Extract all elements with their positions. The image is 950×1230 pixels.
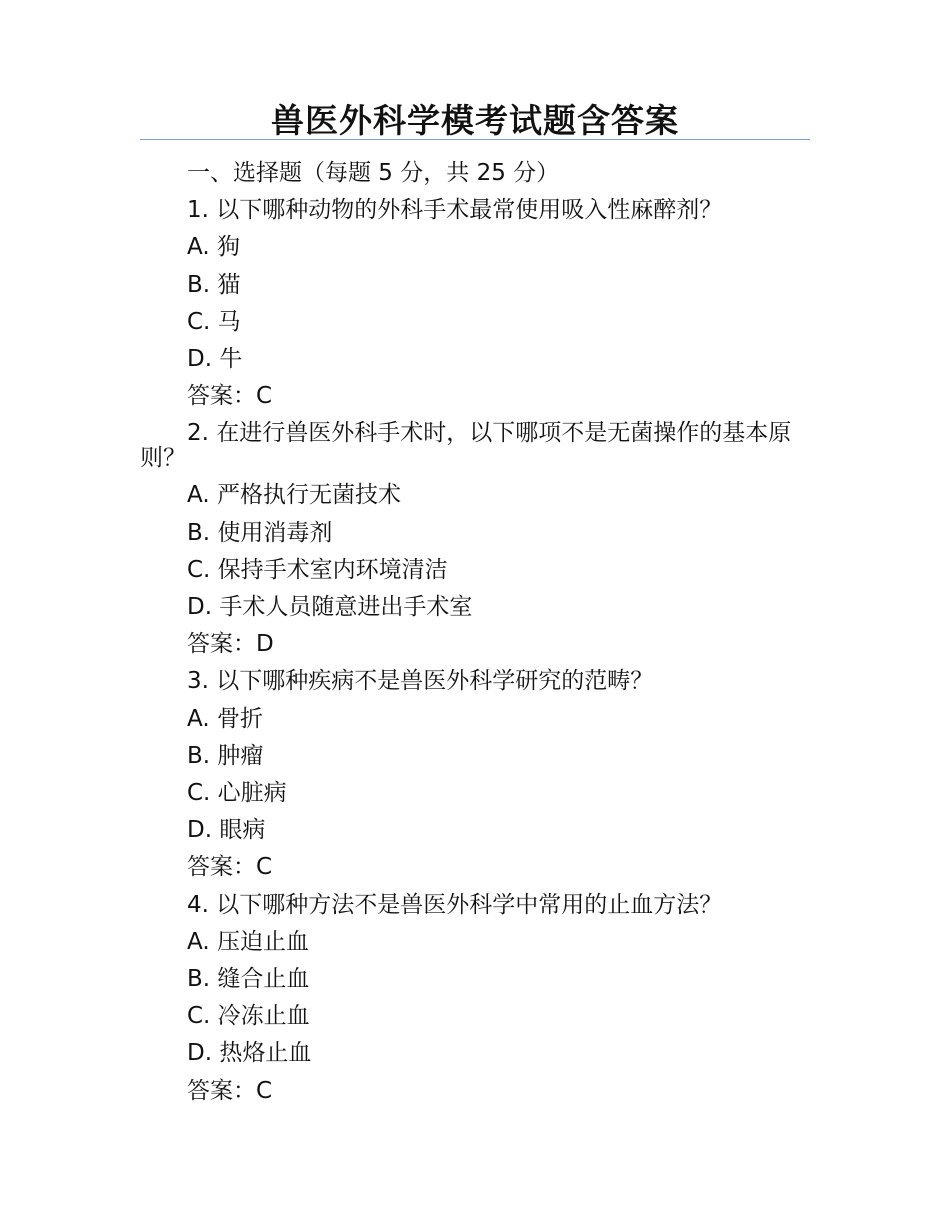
document-body xyxy=(140,155,810,1110)
question-text: 1. 以下哪种动物的外科手术最常使用吸入性麻醉剂？ xyxy=(187,197,723,224)
option-a: A. 骨折 xyxy=(187,705,263,732)
option-a: A. 压迫止血 xyxy=(187,928,309,955)
option-b: B. 使用消毒剂 xyxy=(187,519,333,546)
answer-text: 答案：C xyxy=(187,383,273,410)
answer-text: 答案：D xyxy=(187,631,274,658)
option-d: D. 手术人员随意进出手术室 xyxy=(187,594,473,621)
option-a: A. 狗 xyxy=(187,234,240,261)
question-block xyxy=(140,421,810,663)
question-text: 2. 在进行兽医外科手术时，以下哪项不是无菌操作的基本原则？ xyxy=(140,420,792,472)
option-a: A. 严格执行无菌技术 xyxy=(187,482,401,509)
option-c: C. 马 xyxy=(187,308,241,335)
option-c: C. 心脏病 xyxy=(187,780,287,807)
document-title: 兽医外科学模考试题含答案 xyxy=(271,101,679,140)
question-block xyxy=(140,663,810,886)
option-b: B. 肿瘤 xyxy=(187,742,264,769)
option-c: C. 保持手术室内环境清洁 xyxy=(187,556,448,583)
option-d: D. 热烙止血 xyxy=(187,1040,312,1067)
option-b: B. 缝合止血 xyxy=(187,966,310,993)
question-text: 3. 以下哪种疾病不是兽医外科学研究的范畴？ xyxy=(187,668,654,695)
option-d: D. 眼病 xyxy=(187,817,266,844)
answer-text: 答案：C xyxy=(187,1077,273,1104)
question-block xyxy=(140,887,810,1110)
option-c: C. 冷冻止血 xyxy=(187,1003,310,1030)
question-text: 4. 以下哪种方法不是兽医外科学中常用的止血方法？ xyxy=(187,891,723,918)
answer-text: 答案：C xyxy=(187,854,273,881)
option-d: D. 牛 xyxy=(187,346,243,373)
question-block xyxy=(140,192,810,415)
option-b: B. 猫 xyxy=(187,271,241,298)
title-underline xyxy=(140,139,810,140)
section-heading: 一、选择题（每题 5 分，共 25 分） xyxy=(187,160,560,186)
